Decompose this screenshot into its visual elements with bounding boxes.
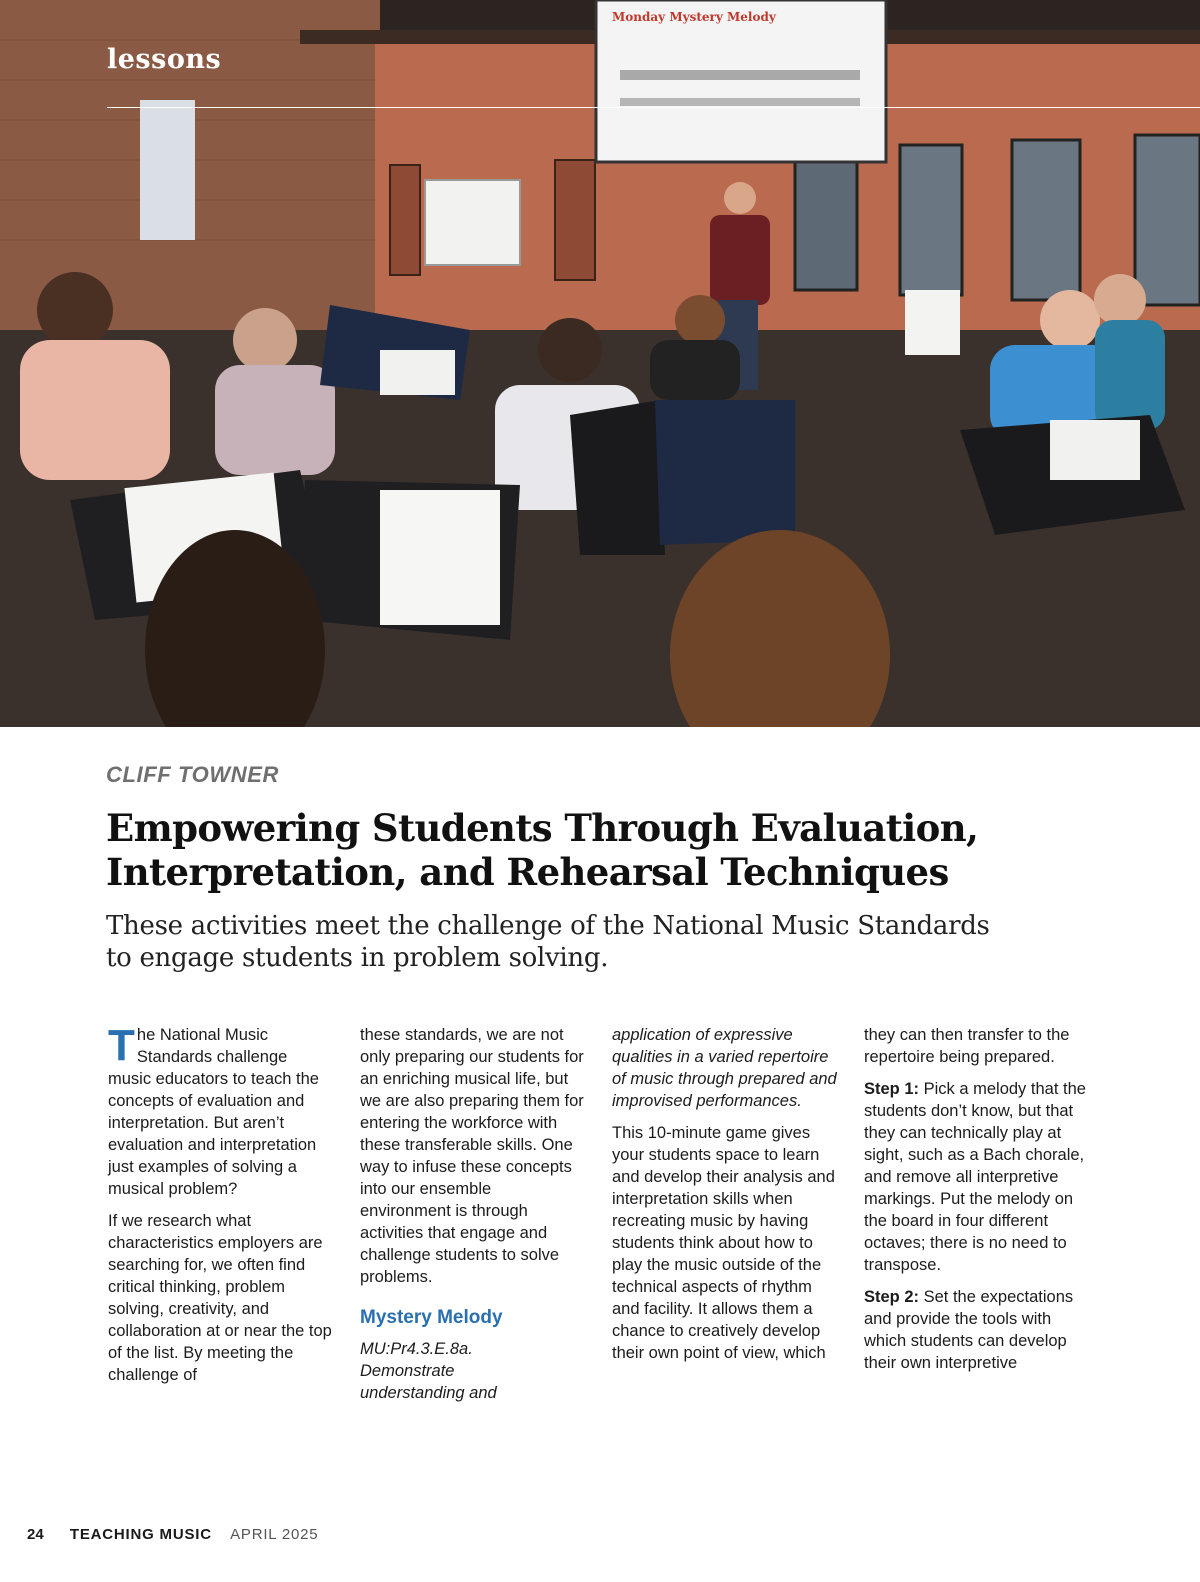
step-1-text: Pick a melody that the students don’t know, but that they can technically play at sight, such as a Bach chorale, and remove all interpretive markings. Put the melody on the board in four different octaves; there is no need to transpose. — [864, 1080, 1086, 1274]
paragraph-game: This 10-minute game gives your students space to learn and develop their analysis and interpretation skills when recreating music by having students think about how to play the music outside of the technical aspects of rhythm and facility. It allows them a chance to creatively develop their own point of view, which — [612, 1124, 835, 1362]
paragraph-transfer: they can then transfer to the repertoire being prepared. — [864, 1026, 1070, 1066]
section-rule — [107, 107, 1200, 108]
deck-line-1: These activities meet the challenge of the National Music Standards — [106, 911, 990, 941]
hero-photo — [0, 0, 1200, 727]
paragraph-intro-text: he National Music Standards challenge music educators to teach the concepts of evaluation and interpretation. But aren’t evaluation and interpretation just examples of solving a musical problem? — [108, 1026, 319, 1198]
body-column-4 — [864, 1024, 1089, 1384]
standard-code-part-2: application of expressive qualities in a varied repertoire of music through prepared and improvised performances. — [612, 1026, 837, 1110]
article-headline — [106, 806, 1106, 894]
step-2-text: Set the expectations and provide the tools with which students can develop their own interpretive — [864, 1288, 1074, 1372]
drop-cap: T — [108, 1021, 135, 1070]
step-1 — [864, 1078, 1089, 1276]
step-2 — [864, 1286, 1089, 1374]
subhead-mystery-melody: Mystery Melody — [360, 1307, 503, 1328]
deck-line-2: to engage students in problem solving. — [106, 943, 609, 973]
author-byline: CLIFF TOWNER — [106, 762, 279, 787]
band-rehearsal-photo — [0, 0, 1200, 727]
paragraph-employers: If we research what characteristics employers are searching for, we often find critical thinking, problem solving, creativity, and collaboration at or near the top of the list. By meeting the challenge of — [108, 1212, 332, 1384]
paragraph-intro — [108, 1021, 333, 1200]
body-column-3 — [612, 1024, 837, 1374]
section-label: lessons — [107, 44, 222, 75]
page-number: 24 — [27, 1526, 44, 1543]
step-2-label: Step 2: — [864, 1288, 920, 1306]
projector-slide-title: Monday Mystery Melody — [612, 10, 776, 24]
standard-code-part-1: MU:Pr4.3.E.8a. Demonstrate understanding and — [360, 1340, 497, 1402]
headline-line-2: Interpretation, and Rehearsal Techniques — [106, 850, 949, 894]
page-footer — [27, 1526, 318, 1543]
paragraph-standards: these standards, we are not only preparing our students for an enriching musical life, but we are also preparing them for entering the workforce with these transferable skills. One way to infuse these concepts into our ensemble environment is through activities that engage and challenge students to solve problems. — [360, 1026, 584, 1286]
body-column-2 — [360, 1024, 585, 1414]
headline-line-1: Empowering Students Through Evaluation, — [106, 806, 979, 850]
body-column-1 — [108, 1021, 333, 1396]
step-1-label: Step 1: — [864, 1080, 920, 1098]
magazine-name: TEACHING MUSIC — [69, 1526, 212, 1543]
article-deck — [106, 910, 1086, 974]
issue-date: APRIL 2025 — [230, 1526, 319, 1543]
